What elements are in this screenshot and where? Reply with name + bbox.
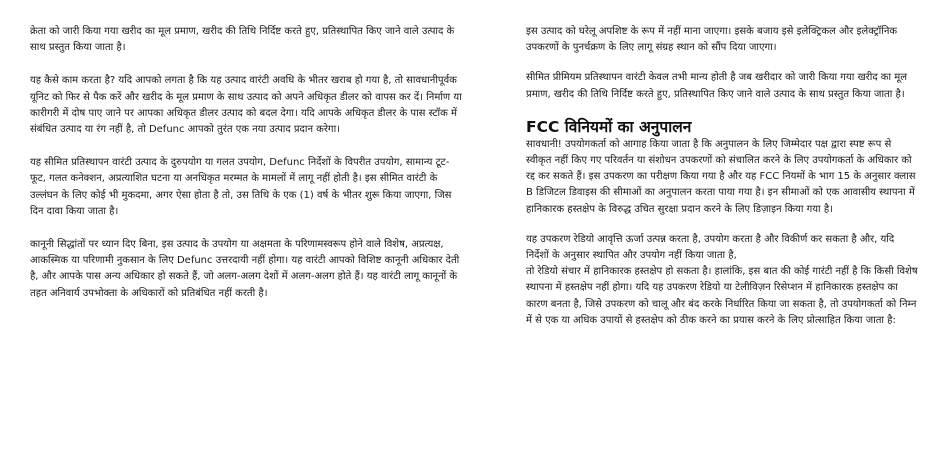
- right-page-column: [526, 24, 918, 343]
- paragraph-interference: तो रेडियो संचार में हानिकारक हस्तक्षेप हो सकता है। हालांकि, इस बात की कोई गारंटी नहीं है कि किसी विशेष स्थापना में हस्तक्षेप नहीं होगा। यदि यह उपकरण रेडियो या टेलीविज़न रिसेप्शन में हानिकारक हस्तक्षेप का कारण बनता है, जिसे उपकरण को चालू और बंद करके निर्धारित किया जा सकता है, तो उपयोगकर्ता को निम्न में से एक या अधिक उपायों से हस्तक्षेप को ठीक करने का प्रयास करने के लिए प्रोत्साहित किया जाता है:: [526, 266, 918, 326]
- left-page-column: [30, 24, 462, 319]
- paragraph-radio-energy: यह उपकरण रेडियो आवृत्ति ऊर्जा उत्पन्न करता है, उपयोग करता है और विकीर्ण कर सकता है और, यदि निर्देशों के अनुसार स्थापित और उपयोग नहीं किया जाता है,: [526, 233, 895, 262]
- paragraph-premium-warranty: सीमित प्रीमियम प्रतिस्थापन वारंटी केवल तभी मान्य होती है जब खरीदार को जारी किया गया खरीद का मूल प्रमाण, खरीद की तिथि निर्दिष्ट करते हुए, प्रतिस्थापित किए जाने वाले उत्पाद के साथ प्रस्तुत किया जाता है।: [526, 72, 908, 100]
- paragraph-liability: कानूनी सिद्धांतों पर ध्यान दिए बिना, इस उत्पाद के उपयोग या अक्षमता के परिणामस्वरूप होने वाले विशेष, अप्रत्यक्ष, आकस्मिक या परिणामी नुकसान के लिए Defunc उत्तरदायी नहीं होगा। यह वारंटी आपको विशिष्ट कानूनी अधिकार देती है, और आपके पास अन्य अधिकार हो सकते हैं, जो अलग-अलग देशों में अलग-अलग होते हैं। यह वारंटी लागू कानूनों के तहत अनिवार्य उपभोक्ता के अधिकारों को प्रतिबंधित नहीं करती है।: [30, 239, 460, 299]
- paragraph-warranty-exclusions: यह सीमित प्रतिस्थापन वारंटी उत्पाद के दुरुपयोग या गलत उपयोग, Defunc निर्देशों के विपरीत उपयोग, सामान्य टूट-फूट, गलत कनेक्शन, अप्रत्याशित घटना या अनधिकृत मरम्मत के मामलों में लागू नहीं होती है। इस सीमित वारंटी के उल्लंघन के लिए कोई भी मुकदमा, अगर ऐसा होता है तो, उस तिथि के एक (1) वर्ष के भीतर शुरू किया जाएगा, जिस दिन दावा किया जाता है।: [30, 157, 452, 217]
- paragraph-how-it-works: यह कैसे काम करता है? यदि आपको लगता है कि यह उत्पाद वारंटी अवधि के भीतर खराब हो गया है, तो सावधानीपूर्वक यूनिट को फिर से पैक करें और खरीद के मूल प्रमाण के साथ उत्पाद को अपने अधिकृत डीलर को वापस कर दें। निर्माण या कारीगरी में दोष पाए जाने पर आपका अधिकृत डीलर उत्पाद को बदल देगा। यदि आपके अधिकृत डीलर के पास स्टॉक में संबंधित उत्पाद या रंग नहीं है, तो Defunc आपको तुरंत एक नया उत्पाद प्रदान करेगा।: [30, 75, 462, 136]
- paragraph-fcc-caution: सावधानी! उपयोगकर्ता को आगाह किया जाता है कि अनुपालन के लिए जिम्मेदार पक्ष द्वारा स्पष्ट रूप से स्वीकृत नहीं किए गए परिवर्तन या संशोधन उपकरणों को संचालित करने के लिए उपयोगकर्ता के अधिकार को रद्द कर सकते हैं। इस उपकरण का परीक्षण किया गया है और यह FCC नियमों के भाग 15 के अनुसार क्लास B डिजिटल डिवाइस की सीमाओं का अनुपालन करता पाया गया है। इन सीमाओं को एक आवासीय स्थापना में हानिकारक हस्तक्षेप के विरुद्ध उचित सुरक्षा प्रदान करने के लिए डिज़ाइन किया गया है।: [526, 138, 916, 215]
- fcc-heading: FCC विनियमों का अनुपालन: [526, 117, 692, 136]
- paragraph-disposal: इस उत्पाद को घरेलू अपशिष्ट के रूप में नहीं माना जाएगा। इसके बजाय इसे इलेक्ट्रिकल और इलेक्ट्रॉनिक उपकरणों के पुनर्चक्रण के लिए लागू संग्रह स्थान को सौंप दिया जाएगा।: [526, 26, 898, 54]
- paragraph-proof-of-purchase: क्रेता को जारी किया गया खरीद का मूल प्रमाण, खरीद की तिथि निर्दिष्ट करते हुए, प्रतिस्थापित किए जाने वाले उत्पाद के साथ प्रस्तुत किया जाता है।: [30, 26, 455, 54]
